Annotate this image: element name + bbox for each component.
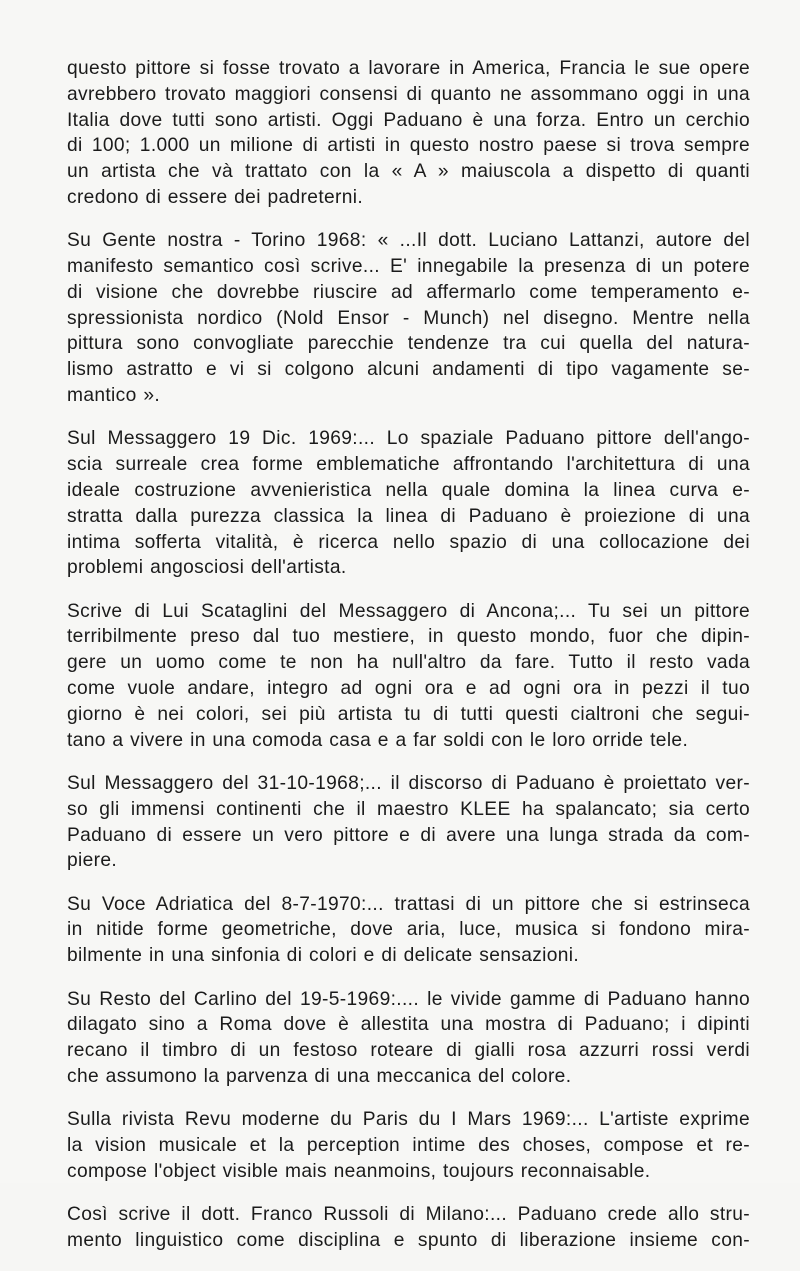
text-line: di visione che dovrebbe riuscire ad affermarlo come temperamento e- — [67, 281, 750, 303]
text-line: pittura sono convogliate parecchie tendenze tra cui quella del natura- — [67, 333, 750, 355]
text-line: che assumono la parvenza di una meccanica del colore. — [67, 1065, 572, 1087]
text-line: la vision musicale et la perception intime des choses, compose et re- — [67, 1134, 750, 1156]
paragraph-3 — [67, 426, 750, 581]
document-body — [67, 56, 750, 1271]
text-line: ideale costruzione avvenieristica nella quale domina la linea curva e- — [67, 479, 750, 501]
paragraph-7 — [67, 987, 750, 1090]
text-line: dilagato sino a Roma dove è allestita una mostra di Paduano; i dipinti — [67, 1014, 750, 1036]
text-line: Sulla rivista Revu moderne du Paris du I Mars 1969:... L'artiste exprime — [67, 1109, 750, 1131]
text-line: compose l'object visible mais neanmoins, toujours reconnaisable. — [67, 1160, 651, 1182]
text-line: Su Resto del Carlino del 19-5-1969:.... le vivide gamme di Paduano hanno — [67, 988, 750, 1010]
text-line: bilmente in una sinfonia di colori e di delicate sensazioni. — [67, 945, 580, 967]
paragraph-6 — [67, 892, 750, 969]
text-line: mantico ». — [67, 385, 161, 407]
text-line: Paduano di essere un vero pittore e di avere una lunga strada da com- — [67, 824, 750, 846]
text-line: gere un uomo come te non ha null'altro da fare. Tutto il resto vada — [67, 652, 750, 674]
text-line: intima sofferta vitalità, è ricerca nello spazio di una collocazione dei — [67, 531, 750, 553]
text-line: avrebbero trovato maggiori consensi di quanto ne assommano oggi in una — [67, 83, 750, 105]
text-line: mento linguistico come disciplina e spunto di liberazione insieme con- — [67, 1229, 750, 1251]
text-line: spressionista nordico (Nold Ensor - Munch) nel disegno. Mentre nella — [67, 307, 750, 329]
paragraph-1 — [67, 56, 750, 211]
text-line: Sul Messaggero del 31-10-1968;... il discorso di Paduano è proiettato ver- — [67, 772, 750, 794]
paragraph-8 — [67, 1107, 750, 1184]
text-line: tano a vivere in una comoda casa e a far soldi con le loro orride tele. — [67, 729, 689, 751]
text-line: giorno è nei colori, sei più artista tu di tutti questi cialtroni che segui- — [67, 703, 750, 725]
text-line: recano il timbro di un festoso roteare di gialli rosa azzurri rossi verdi — [67, 1040, 750, 1062]
text-line: scia surreale crea forme emblematiche affrontando l'architettura di una — [67, 454, 750, 476]
text-line: Su Gente nostra - Torino 1968: « ...Il dott. Luciano Lattanzi, autore del — [67, 230, 750, 252]
text-line: piere. — [67, 850, 118, 872]
text-line: lismo astratto e vi si colgono alcuni andamenti di tipo vagamente se- — [67, 359, 750, 381]
text-line: manifesto semantico così scrive... E' innegabile la presenza di un potere — [67, 256, 750, 278]
text-line: stratta dalla purezza classica la linea di Paduano è proiezione di una — [67, 505, 750, 527]
text-line: credono di essere dei padreterni. — [67, 186, 364, 208]
text-line: so gli immensi continenti che il maestro KLEE ha spalancato; sia certo — [67, 798, 750, 820]
text-line: problemi angosciosi dell'artista. — [67, 557, 347, 579]
text-line: terribilmente preso dal tuo mestiere, in questo mondo, fuor che dipin- — [67, 626, 750, 648]
paragraph-4 — [67, 599, 750, 754]
paragraph-9 — [67, 1202, 750, 1254]
paragraph-5 — [67, 771, 750, 874]
text-line: Scrive di Lui Scataglini del Messaggero di Ancona;... Tu sei un pittore — [67, 600, 750, 622]
text-line: in nitide forme geometriche, dove aria, luce, musica si fondono mira- — [67, 919, 750, 941]
text-line: di 100; 1.000 un milione di artisti in questo nostro paese si trova sempre — [67, 135, 750, 157]
text-line: Italia dove tutti sono artisti. Oggi Paduano è una forza. Entro un cerchio — [67, 109, 750, 131]
text-line: come vuole andare, integro ad ogni ora e ad ogni ora in pezzi il tuo — [67, 678, 750, 700]
text-line: Sul Messaggero 19 Dic. 1969:... Lo spaziale Paduano pittore dell'ango- — [67, 428, 750, 450]
text-line: questo pittore si fosse trovato a lavorare in America, Francia le sue opere — [67, 58, 750, 79]
text-line: Così scrive il dott. Franco Russoli di Milano:... Paduano crede allo stru- — [67, 1204, 750, 1226]
text-line: un artista che và trattato con la « A » maiuscola a dispetto di quanti — [67, 161, 750, 183]
paragraph-2 — [67, 228, 750, 409]
text-line: Su Voce Adriatica del 8-7-1970:... trattasi di un pittore che si estrinseca — [67, 893, 750, 915]
